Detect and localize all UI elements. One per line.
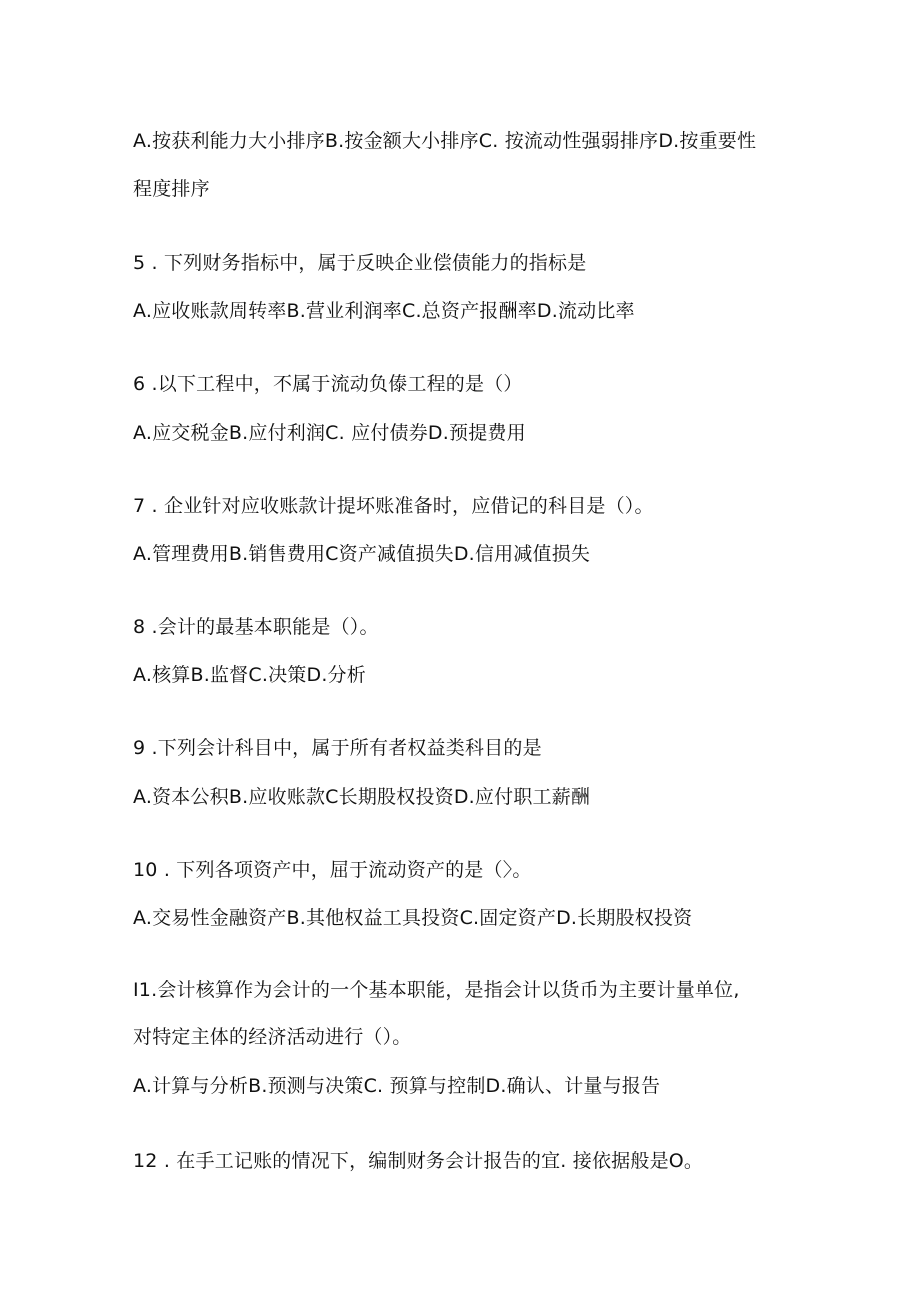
question-11-line-2: 对特定主体的经济活动进行（）。: [133, 1026, 412, 1048]
q7-options: A.管理费用B.销售费用C资产减值损失D.信用减值损失: [133, 543, 591, 565]
q11-options: A.计算与分析B.预测与决策C. 预算与控制D.确认、计量与报告: [133, 1075, 661, 1097]
question-10: 10 . 下列各项资产中，屈于流动资产的是（〉。: [133, 859, 532, 881]
q9-options: A.资本公积B.应收账款C长期股权投资D.应付职工薪酬: [133, 786, 591, 808]
question-12: 12 . 在手工记账的情况下，编制财务会计报告的宜. 接依据般是O。: [133, 1150, 704, 1172]
question-9: 9 .下列会计科目中，属于所有者权益类科目的是: [133, 737, 542, 759]
q4-options-line-2: 程度排序: [133, 178, 210, 200]
question-6: 6 .以下工程中，不属于流动负傣工程的是（）: [133, 373, 523, 395]
question-11-line-1: I1.会计核算作为会计的一个基本职能，是指会计以货币为主要计量单位,: [133, 979, 740, 1001]
q4-options-line-1: A.按获利能力大小排序B.按金额大小排序C. 按流动性强弱排序D.按重要性: [133, 130, 757, 152]
q5-options: A.应收账款周转率B.营业利润率C.总资产报酬率D.流动比率: [133, 300, 635, 322]
question-7: 7 . 企业针对应收账款计提坏账准备时，应借记的科目是（）。: [133, 495, 654, 517]
question-5: 5 . 下列财务指标中，属于反映企业偿债能力的指标是: [133, 252, 587, 274]
q10-options: A.交易性金融资产B.其他权益工具投资C.固定资产D.长期股权投资: [133, 907, 693, 929]
question-8: 8 .会计的最基本职能是（）。: [133, 616, 379, 638]
q6-options: A.应交税金B.应付利润C. 应付债券D.预提费用: [133, 422, 526, 444]
q8-options: A.核算B.监督C.决策D.分析: [133, 664, 366, 686]
